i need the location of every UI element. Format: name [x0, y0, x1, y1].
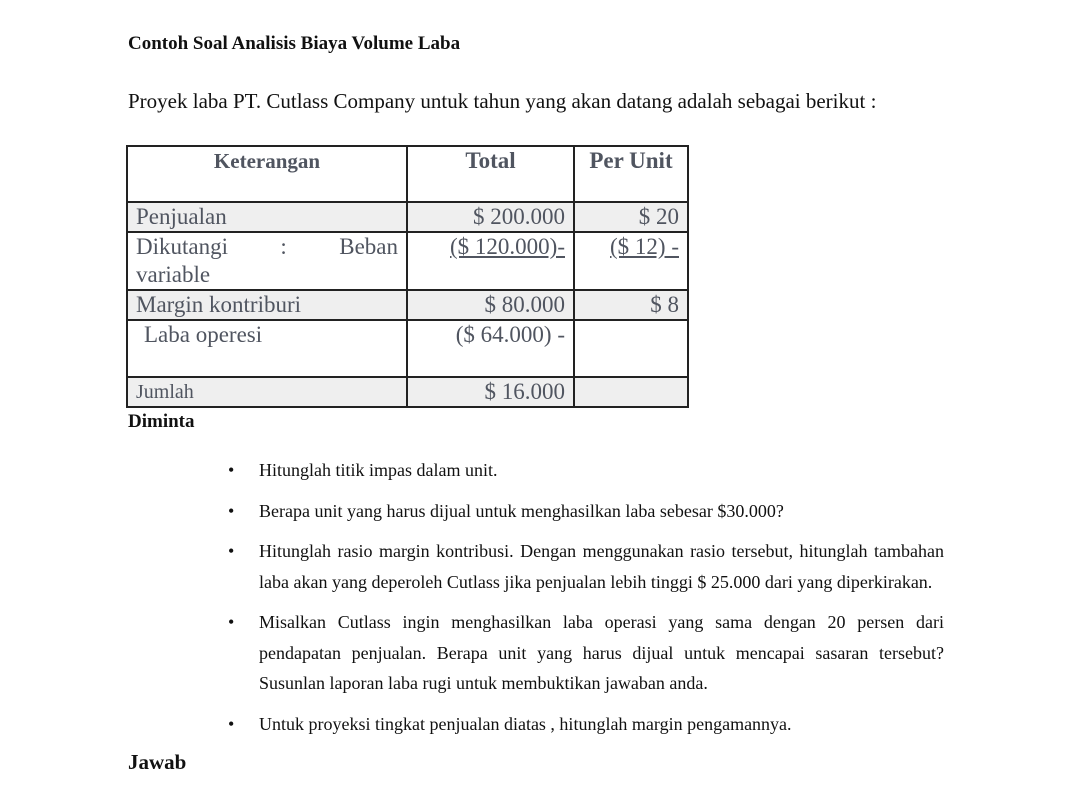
row-label: Penjualan: [127, 202, 407, 232]
row-unit: $ 8: [574, 290, 688, 320]
row-total: $ 16.000: [407, 377, 574, 407]
row-total: $ 200.000: [407, 202, 574, 232]
diminta-heading: Diminta: [128, 411, 195, 432]
header-total: Total: [407, 146, 574, 202]
header-per-unit: Per Unit: [574, 146, 688, 202]
bullet-icon: •: [228, 460, 235, 480]
table-row: [127, 232, 688, 290]
row-total: $ 80.000: [407, 290, 574, 320]
list-item: [228, 607, 944, 699]
row-unit: ($ 12) -: [574, 232, 688, 290]
table-row: [127, 377, 688, 407]
row-total: ($ 120.000)-: [407, 232, 574, 290]
bullet-icon: •: [228, 713, 235, 734]
table-header-row: [127, 146, 688, 202]
table-row: [127, 320, 688, 377]
row-label: Margin kontriburi: [127, 290, 407, 320]
document-title: Contoh Soal Analisis Biaya Volume Laba: [128, 33, 461, 54]
list-item-text: Untuk proyeksi tingkat penjualan diatas , hitunglah margin pengamannya.: [259, 713, 792, 734]
row-unit: [574, 377, 688, 407]
row-label: Laba operesi: [127, 320, 407, 377]
list-item-text: Hitunglah titik impas dalam unit.: [259, 460, 498, 480]
list-item: [228, 496, 944, 527]
bullet-icon: •: [228, 541, 235, 561]
row-label: Jumlah: [127, 377, 407, 407]
question-list: [228, 455, 944, 739]
row-unit: [574, 320, 688, 377]
list-item-text: Hitunglah rasio margin kontribusi. Dengan menggunakan rasio tersebut, hitunglah tambahan laba akan yang deperoleh Cutlass jika penjualan lebih tinggi $ 25.000 dari yang diperkirakan.: [259, 541, 944, 592]
list-item: [228, 536, 944, 597]
table-row: [127, 202, 688, 232]
row-total: ($ 64.000) -: [407, 320, 574, 377]
intro-paragraph: Proyek laba PT. Cutlass Company untuk tahun yang akan datang adalah sebagai berikut :: [128, 89, 877, 113]
list-item-text: Misalkan Cutlass ingin menghasilkan laba operasi yang sama dengan 20 persen dari pendapatan penjualan. Berapa unit yang harus dijual untuk mencapai sasaran tersebut? Susunlan laporan laba rugi untuk membuktikan jawaban anda.: [259, 612, 944, 693]
bullet-icon: •: [228, 612, 235, 632]
jawab-heading: Jawab: [128, 750, 187, 774]
cvp-table: [126, 145, 689, 408]
row-label: Dikutangi : Beban variable: [127, 232, 407, 290]
list-item-text: Berapa unit yang harus dijual untuk menghasilkan laba sebesar $30.000?: [259, 500, 784, 521]
list-item: [228, 455, 944, 486]
header-keterangan: Keterangan: [127, 146, 407, 202]
row-unit: $ 20: [574, 202, 688, 232]
list-item: [228, 709, 944, 740]
bullet-icon: •: [228, 500, 235, 521]
table-row: [127, 290, 688, 320]
